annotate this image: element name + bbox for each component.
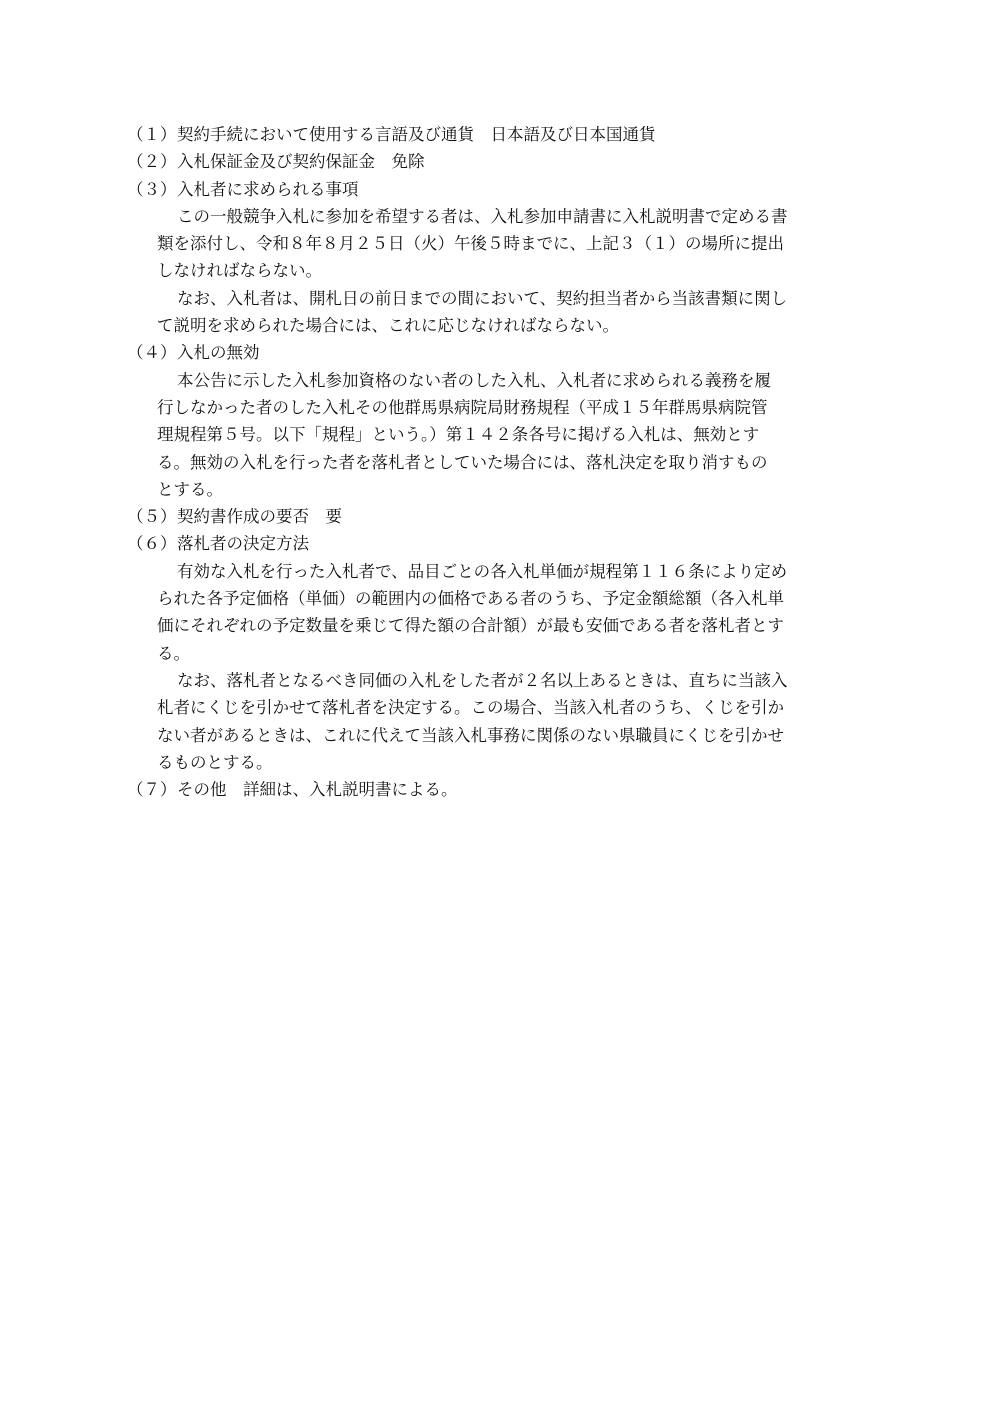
item-1-text: 契約手続において使用する言語及び通貨 日本語及び日本国通貨	[177, 125, 656, 144]
item-5-heading	[127, 503, 887, 530]
item-6-text: 落札者の決定方法	[177, 534, 309, 554]
item-6-para-1-line-3: 価にそれぞれの予定数量を乗じて得た額の合計額）が最も安価である者を落札者とす	[157, 616, 784, 636]
item-5-text: 契約書作成の要否 要	[177, 507, 342, 527]
item-4-para-1-line-4: る。無効の入札を行った者を落札者としていた場合には、落札決定を取り消すもの	[157, 452, 768, 472]
item-3-para-2-line-1: なお、入札者は、開札日の前日までの間において、契約担当者から当該書類に関し	[177, 288, 788, 308]
item-7-heading	[127, 776, 887, 803]
item-3-heading	[127, 176, 887, 203]
item-2-text: 入札保証金及び契約保証金 免除	[177, 152, 425, 172]
item-6-para-2-line-4: るものとする。	[157, 752, 273, 772]
item-6-para-1-line-4: る。	[157, 643, 190, 663]
item-3-para-2-line-2: て説明を求められた場合には、これに応じなければならない。	[157, 316, 619, 336]
item-3-para-1-line-2: 類を添付し、令和８年８月２５日（火）午後５時までに、上記３（１）の場所に提出	[157, 234, 784, 254]
item-6-para-2-line-3: ない者があるときは、これに代えて当該入札事務に関係のない県職員にくじを引かせ	[157, 725, 784, 745]
item-6-heading	[127, 530, 887, 557]
item-6-para-1-line-2: られた各予定価格（単価）の範囲内の価格である者のうち、予定金額総額（各入札単	[157, 589, 784, 609]
item-3-text: 入札者に求められる事項	[177, 179, 359, 199]
item-2-heading	[127, 148, 887, 175]
item-1-number: （１）	[127, 125, 177, 144]
item-4-text: 入札の無効	[177, 343, 260, 363]
item-4-number: （４）	[127, 343, 177, 363]
item-5-number: （５）	[127, 507, 177, 527]
item-6-para-1-line-1: 有効な入札を行った入札者で、品目ごとの各入札単価が規程第１１６条により定め	[177, 561, 788, 581]
item-7-text: その他 詳細は、入札説明書による。	[177, 780, 458, 800]
item-6-para-2-line-1: なお、落札者となるべき同価の入札をした者が２名以上あるときは、直ちに当該入	[177, 670, 788, 690]
item-3-para-1-line-3: しなければならない。	[157, 261, 322, 281]
item-1-heading	[127, 121, 887, 148]
item-3-number: （３）	[127, 179, 177, 199]
item-6-number: （６）	[127, 534, 177, 554]
item-7-number: （７）	[127, 780, 177, 800]
item-4-para-1-line-1: 本公告に示した入札参加資格のない者のした入札、入札者に求められる義務を履	[177, 370, 771, 390]
item-4-para-1-line-3: 理規程第５号。以下「規程」という。）第１４２条各号に掲げる入札は、無効とす	[157, 425, 760, 445]
item-4-para-1-line-5: とする。	[157, 479, 223, 499]
document-body	[127, 121, 887, 803]
item-2-number: （２）	[127, 152, 177, 172]
item-3-para-1-line-1: この一般競争入札に参加を希望する者は、入札参加申請書に入札説明書で定める書	[177, 206, 788, 226]
item-4-para-1-line-2: 行しなかった者のした入札その他群馬県病院局財務規程（平成１５年群馬県病院管	[157, 397, 768, 417]
item-4-heading	[127, 339, 887, 366]
item-6-para-2-line-2: 札者にくじを引かせて落札者を決定する。この場合、当該入札者のうち、くじを引か	[157, 698, 784, 718]
